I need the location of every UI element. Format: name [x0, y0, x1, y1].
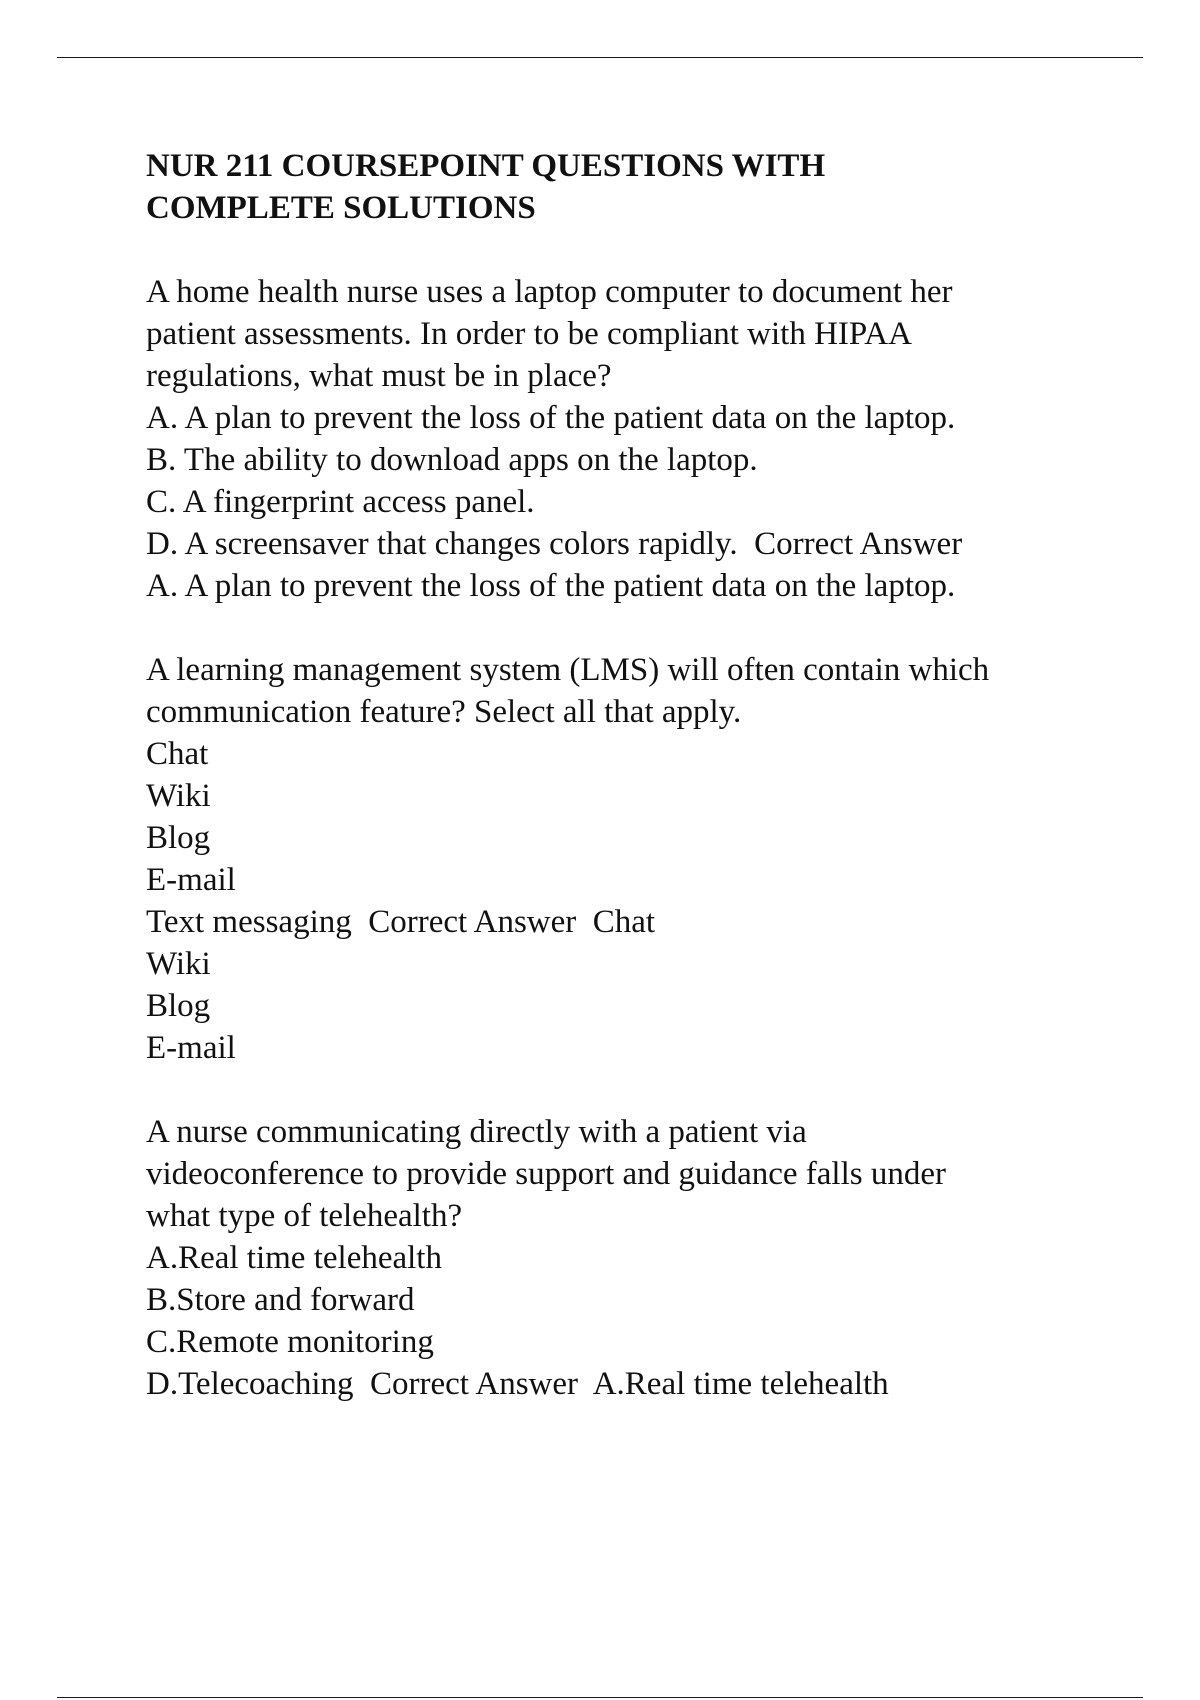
- question-1-line-2: patient assessments. In order to be compliant with HIPAA: [146, 316, 912, 352]
- question-2-line-2: communication feature? Select all that apply.: [146, 694, 742, 730]
- question-3-line-1: A nurse communicating directly with a patient via: [146, 1114, 807, 1150]
- question-3-line-3: what type of telehealth?: [146, 1198, 463, 1234]
- top-rule: [57, 57, 1143, 58]
- question-2-option-blog: Blog: [146, 820, 211, 856]
- question-3-option-c: C.Remote monitoring: [146, 1324, 434, 1360]
- question-1-option-a: A. A plan to prevent the loss of the patient data on the laptop.: [146, 400, 956, 436]
- question-block-1: [146, 271, 1146, 607]
- question-block-3: [146, 1111, 1146, 1405]
- title-line-1: NUR 211 COURSEPOINT QUESTIONS WITH: [146, 148, 826, 184]
- title-line-2: COMPLETE SOLUTIONS: [146, 190, 536, 226]
- question-1-option-b: B. The ability to download apps on the laptop.: [146, 442, 758, 478]
- question-block-2: [146, 649, 1146, 1069]
- question-1-line-3: regulations, what must be in place?: [146, 358, 612, 394]
- question-2-option-text-and-answer: Text messaging Correct Answer Chat: [146, 904, 656, 940]
- question-1-option-d: D. A screensaver that changes colors rapidly. Correct Answer: [146, 526, 963, 562]
- question-2-answer-email: E-mail: [146, 1030, 236, 1066]
- question-3-line-2: videoconference to provide support and guidance falls under: [146, 1156, 946, 1192]
- question-1-answer: A. A plan to prevent the loss of the patient data on the laptop.: [146, 568, 956, 604]
- question-3-option-b: B.Store and forward: [146, 1282, 415, 1318]
- document-title: [146, 145, 1146, 229]
- question-2-line-1: A learning management system (LMS) will often contain which: [146, 652, 990, 688]
- question-3-option-d-and-answer: D.Telecoaching Correct Answer A.Real time telehealth: [146, 1366, 889, 1402]
- document-body: [146, 145, 1146, 1447]
- question-2-option-wiki: Wiki: [146, 778, 211, 814]
- question-2-answer-blog: Blog: [146, 988, 211, 1024]
- question-2-answer-wiki: Wiki: [146, 946, 211, 982]
- question-3-option-a: A.Real time telehealth: [146, 1240, 442, 1276]
- question-1-line-1: A home health nurse uses a laptop computer to document her: [146, 274, 953, 310]
- question-2-option-chat: Chat: [146, 736, 209, 772]
- question-2-option-email: E-mail: [146, 862, 236, 898]
- bottom-rule: [57, 1697, 1143, 1698]
- question-1-option-c: C. A fingerprint access panel.: [146, 484, 535, 520]
